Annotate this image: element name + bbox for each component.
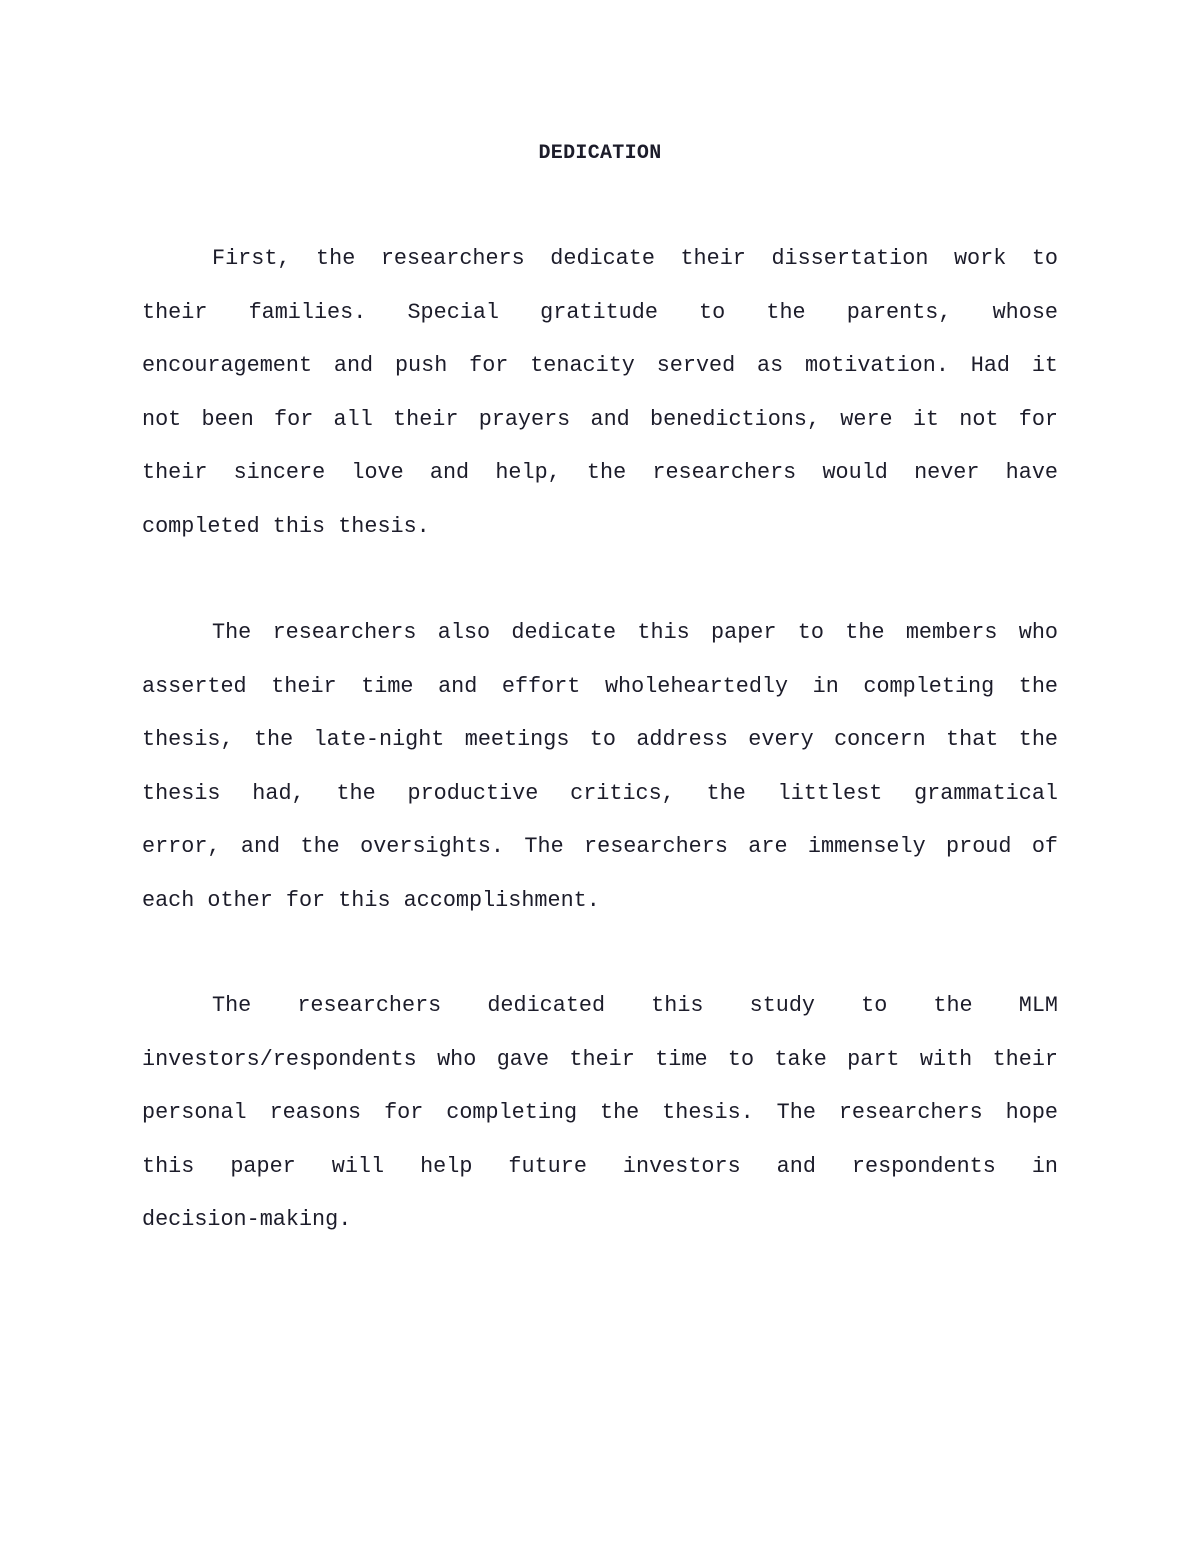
- paragraph-line: personal reasons for completing the thesis. The researchers hope: [142, 1100, 1058, 1125]
- paragraph-members: [142, 620, 1058, 941]
- paragraph-line: decision-making.: [142, 1207, 352, 1232]
- paragraph-line: not been for all their prayers and benedictions, were it not for: [142, 406, 1058, 432]
- paragraph-line: The researchers also dedicate this paper to the members who: [212, 620, 1058, 645]
- paragraph-line: each other for this accomplishment.: [142, 887, 600, 913]
- paragraph-line: encouragement and push for tenacity served as motivation. Had it: [142, 353, 1058, 378]
- paragraph-line: error, and the oversights. The researchers are immensely proud of: [142, 834, 1058, 859]
- paragraph-line: First, the researchers dedicate their dissertation work to: [212, 246, 1058, 271]
- paragraph-line: completed this thesis.: [142, 513, 430, 539]
- paragraph-line: thesis had, the productive critics, the littlest grammatical: [142, 780, 1058, 806]
- page-title: DEDICATION: [538, 142, 662, 165]
- paragraph-families: [142, 246, 1058, 567]
- paragraph-line: thesis, the late-night meetings to address every concern that the: [142, 727, 1058, 752]
- paragraph-line: asserted their time and effort wholeheartedly in completing the: [142, 673, 1058, 699]
- paragraph-respondents: [142, 993, 1058, 1261]
- paragraph-line: their families. Special gratitude to the parents, whose: [142, 299, 1058, 325]
- paragraph-line: their sincere love and help, the researchers would never have: [142, 460, 1058, 485]
- paragraph-line: this paper will help future investors and respondents in: [142, 1153, 1058, 1179]
- paragraph-line: The researchers dedicated this study to the MLM: [212, 993, 1058, 1018]
- paragraph-line: investors/respondents who gave their time to take part with their: [142, 1046, 1058, 1072]
